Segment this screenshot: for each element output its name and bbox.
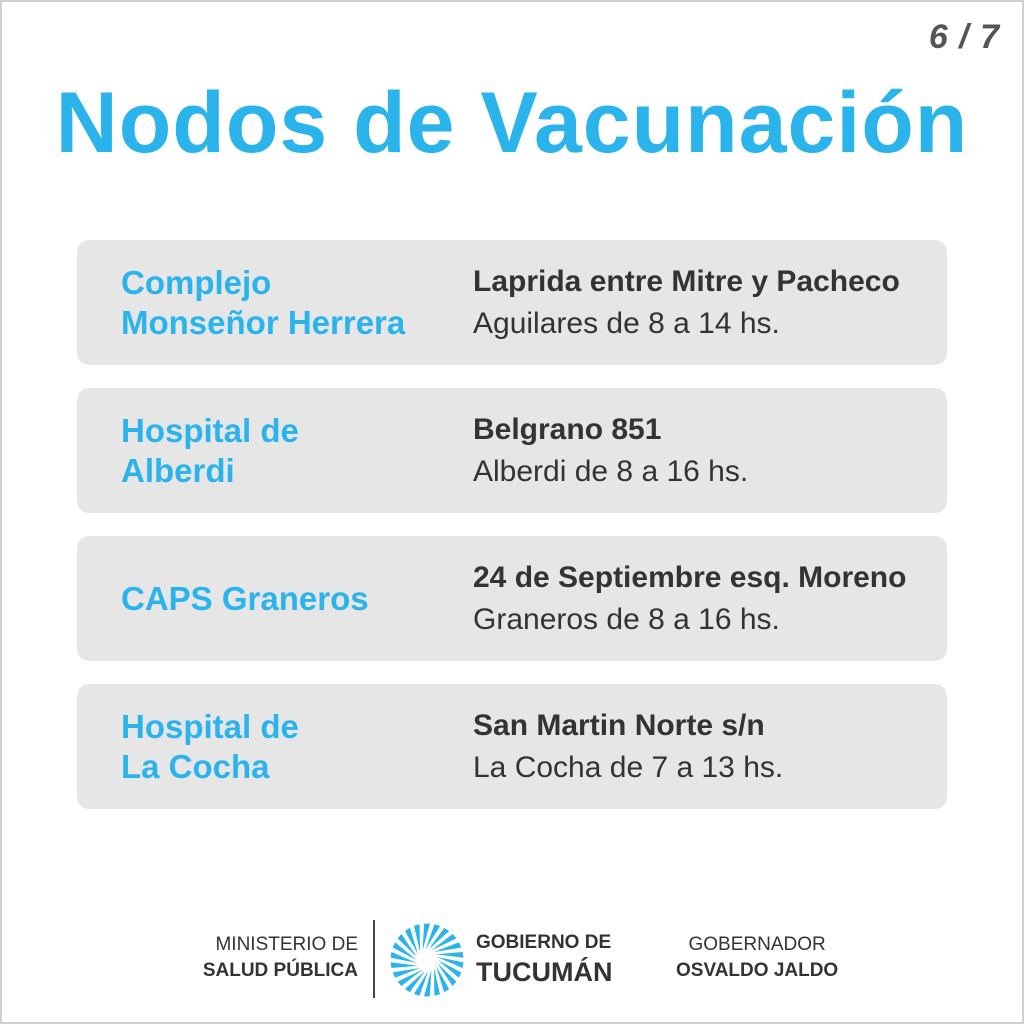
node-name bbox=[121, 536, 461, 661]
gov-line1: GOBIERNO DE bbox=[476, 932, 612, 953]
node-card bbox=[77, 536, 947, 661]
logo-ray bbox=[424, 970, 431, 997]
footer-divider bbox=[373, 920, 375, 998]
node-name bbox=[121, 240, 461, 365]
logo-ray bbox=[423, 924, 430, 951]
node-info bbox=[473, 240, 943, 365]
node-card bbox=[77, 684, 947, 809]
ministry-line2: SALUD PÚBLICA bbox=[202, 960, 358, 981]
node-name-line2: Alberdi bbox=[121, 451, 235, 489]
gov-line2: TUCUMÁN bbox=[476, 957, 613, 987]
node-address: San Martin Norte s/n bbox=[473, 708, 765, 742]
governor-line2: OSVALDO JALDO bbox=[676, 960, 839, 981]
node-name-line1: Hospital de bbox=[121, 707, 299, 745]
node-address: Belgrano 851 bbox=[473, 412, 662, 446]
government-label bbox=[476, 930, 612, 988]
vaccination-nodes-list bbox=[77, 240, 947, 832]
node-hours: Alberdi de 8 a 16 hs. bbox=[473, 454, 749, 488]
ministry-label bbox=[203, 932, 358, 984]
node-card bbox=[77, 388, 947, 513]
node-name-line1: CAPS Graneros bbox=[121, 579, 369, 617]
ministry-line1: MINISTERIO DE bbox=[215, 934, 358, 955]
node-info bbox=[473, 536, 943, 661]
sun-rays-logo-icon bbox=[389, 922, 465, 998]
node-info bbox=[473, 684, 943, 809]
node-name-line1: Complejo bbox=[121, 263, 272, 301]
node-hours: La Cocha de 7 a 13 hs. bbox=[473, 750, 784, 784]
governor-label bbox=[676, 932, 838, 984]
node-info bbox=[473, 388, 943, 513]
logo-ray bbox=[391, 962, 418, 968]
page-title: Nodos de Vacunación bbox=[55, 75, 969, 171]
node-name-line2: La Cocha bbox=[121, 747, 270, 785]
footer bbox=[0, 918, 1024, 1000]
node-hours: Graneros de 8 a 16 hs. bbox=[473, 602, 780, 636]
node-name-line1: Hospital de bbox=[121, 411, 299, 449]
logo-ray bbox=[436, 952, 463, 958]
node-name bbox=[121, 388, 461, 513]
node-address: 24 de Septiembre esq. Moreno bbox=[473, 560, 907, 594]
node-hours: Aguilares de 8 a 14 hs. bbox=[473, 306, 780, 340]
governor-line1: GOBERNADOR bbox=[688, 934, 826, 955]
page-counter: 6 / 7 bbox=[928, 18, 1000, 56]
node-address: Laprida entre Mitre y Pacheco bbox=[473, 264, 900, 298]
node-card bbox=[77, 240, 947, 365]
node-name-line2: Monseñor Herrera bbox=[121, 303, 406, 341]
node-name bbox=[121, 684, 461, 809]
